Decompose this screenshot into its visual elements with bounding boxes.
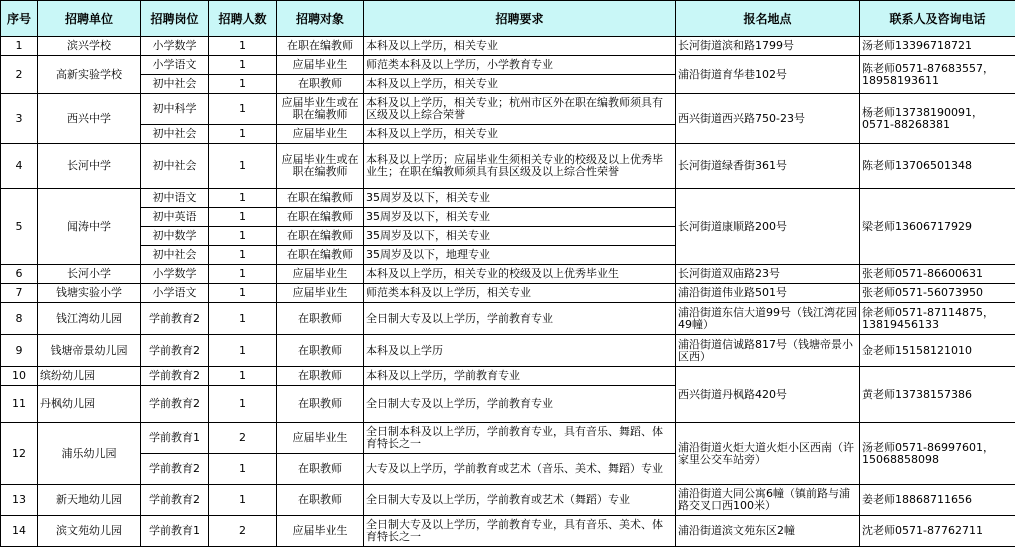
row-count: 1 (209, 75, 277, 94)
row-requirement: 本科及以上学历；应届毕业生须相关专业的校级及以上优秀毕业生；在职在编教师须具有县区级及以上综合性荣誉 (364, 144, 676, 189)
row-contact: 张老师0571-86600631 (860, 265, 1015, 284)
row-position: 初中英语 (141, 208, 209, 227)
row-unit: 钱塘实验小学 (38, 284, 141, 303)
row-target: 应届毕业生 (277, 56, 364, 75)
header-requirement: 招聘要求 (364, 1, 676, 37)
table-row (1, 265, 1015, 284)
row-requirement: 全日制大专及以上学历，学前教育专业，具有音乐、美术、体育特长之一 (364, 516, 676, 547)
row-unit: 钱塘帝景幼儿园 (38, 335, 141, 367)
row-position: 学前教育2 (141, 485, 209, 516)
row-address: 浦沿街道东信大道99号（钱江湾花园49幢） (676, 303, 860, 335)
row-contact: 梁老师13606717929 (860, 189, 1015, 265)
row-requirement: 大专及以上学历，学前教育或艺术（音乐、美术、舞蹈）专业 (364, 454, 676, 485)
row-position: 初中科学 (141, 94, 209, 125)
row-unit: 闻涛中学 (38, 189, 141, 265)
header-target: 招聘对象 (277, 1, 364, 37)
row-contact: 张老师0571-56073950 (860, 284, 1015, 303)
row-unit: 西兴中学 (38, 94, 141, 144)
row-address: 浦沿街道伟业路501号 (676, 284, 860, 303)
row-unit: 钱江湾幼儿园 (38, 303, 141, 335)
row-count: 2 (209, 516, 277, 547)
row-count: 1 (209, 265, 277, 284)
row-target: 在职教师 (277, 454, 364, 485)
row-unit: 滨兴学校 (38, 37, 141, 56)
row-unit: 滨文苑幼儿园 (38, 516, 141, 547)
row-count: 1 (209, 335, 277, 367)
table-row (1, 335, 1015, 367)
row-requirement: 本科及以上学历，相关专业的校级及以上优秀毕业生 (364, 265, 676, 284)
row-target: 在职教师 (277, 386, 364, 423)
row-position: 小学语文 (141, 56, 209, 75)
row-no: 12 (1, 423, 38, 485)
row-position: 学前教育1 (141, 516, 209, 547)
row-target: 在职教师 (277, 75, 364, 94)
row-position: 初中社会 (141, 75, 209, 94)
row-target: 应届毕业生或在职在编教师 (277, 94, 364, 125)
table-row (1, 94, 1015, 125)
row-count: 1 (209, 227, 277, 246)
row-no: 5 (1, 189, 38, 265)
row-count: 2 (209, 423, 277, 454)
row-no: 9 (1, 335, 38, 367)
row-requirement: 全日制本科及以上学历，学前教育专业，具有音乐、舞蹈、体育特长之一 (364, 423, 676, 454)
row-count: 1 (209, 303, 277, 335)
row-unit: 新天地幼儿园 (38, 485, 141, 516)
row-target: 在职在编教师 (277, 37, 364, 56)
row-count: 1 (209, 386, 277, 423)
row-contact: 黄老师13738157386 (860, 367, 1015, 423)
row-count: 1 (209, 56, 277, 75)
row-position: 小学数学 (141, 265, 209, 284)
row-requirement: 全日制大专及以上学历，学前教育专业 (364, 386, 676, 423)
row-requirement: 本科及以上学历，学前教育专业 (364, 367, 676, 386)
row-contact: 陈老师13706501348 (860, 144, 1015, 189)
table-row (1, 367, 1015, 386)
table-row (1, 516, 1015, 547)
row-unit: 缤纷幼儿园 (38, 367, 141, 386)
row-target: 在职在编教师 (277, 189, 364, 208)
row-position: 学前教育2 (141, 386, 209, 423)
row-address: 浦沿街道火炬大道火炬小区西南（许家里公交车站旁） (676, 423, 860, 485)
row-target: 在职教师 (277, 485, 364, 516)
row-position: 初中数学 (141, 227, 209, 246)
row-requirement: 本科及以上学历，相关专业 (364, 125, 676, 144)
row-address: 浦沿街道大同公寓6幢（镇前路与浦路交叉口西100米） (676, 485, 860, 516)
row-address: 长河街道绿香街361号 (676, 144, 860, 189)
row-address: 长河街道双庙路23号 (676, 265, 860, 284)
row-requirement: 35周岁及以下，相关专业 (364, 227, 676, 246)
row-unit: 长河中学 (38, 144, 141, 189)
row-position: 学前教育2 (141, 303, 209, 335)
row-no: 3 (1, 94, 38, 144)
row-contact: 徐老师0571-87114875，13819456133 (860, 303, 1015, 335)
row-requirement: 全日制大专及以上学历，学前教育或艺术（舞蹈）专业 (364, 485, 676, 516)
row-requirement: 师范类本科及以上学历，相关专业 (364, 284, 676, 303)
row-count: 1 (209, 208, 277, 227)
table-row (1, 189, 1015, 208)
row-target: 应届毕业生 (277, 516, 364, 547)
row-target: 在职教师 (277, 303, 364, 335)
row-requirement: 35周岁及以下，相关专业 (364, 189, 676, 208)
row-target: 在职在编教师 (277, 227, 364, 246)
row-count: 1 (209, 284, 277, 303)
row-count: 1 (209, 454, 277, 485)
table-row (1, 485, 1015, 516)
row-count: 1 (209, 189, 277, 208)
row-contact: 杨老师13738190091，0571-88268381 (860, 94, 1015, 144)
header-address: 报名地点 (676, 1, 860, 37)
row-position: 学前教育1 (141, 423, 209, 454)
row-unit: 长河小学 (38, 265, 141, 284)
row-requirement: 本科及以上学历，相关专业 (364, 37, 676, 56)
row-position: 学前教育2 (141, 454, 209, 485)
row-address: 西兴街道西兴路750-23号 (676, 94, 860, 144)
row-requirement: 35周岁及以下，相关专业 (364, 208, 676, 227)
row-requirement: 本科及以上学历 (364, 335, 676, 367)
table-row (1, 144, 1015, 189)
row-no: 13 (1, 485, 38, 516)
row-count: 1 (209, 125, 277, 144)
row-target: 应届毕业生 (277, 265, 364, 284)
table-row (1, 423, 1015, 454)
row-no: 14 (1, 516, 38, 547)
table-row (1, 37, 1015, 56)
row-target: 应届毕业生或在职在编教师 (277, 144, 364, 189)
row-no: 8 (1, 303, 38, 335)
row-requirement: 本科及以上学历，相关专业 (364, 75, 676, 94)
row-position: 学前教育2 (141, 367, 209, 386)
row-target: 在职在编教师 (277, 246, 364, 265)
row-target: 在职教师 (277, 367, 364, 386)
row-address: 长河街道康顺路200号 (676, 189, 860, 265)
row-count: 1 (209, 144, 277, 189)
row-count: 1 (209, 94, 277, 125)
row-position: 小学语文 (141, 284, 209, 303)
row-unit: 高新实验学校 (38, 56, 141, 94)
row-count: 1 (209, 37, 277, 56)
row-no: 4 (1, 144, 38, 189)
row-contact: 陈老师0571-87683557，18958193611 (860, 56, 1015, 94)
row-unit: 丹枫幼儿园 (38, 386, 141, 423)
row-position: 初中语文 (141, 189, 209, 208)
row-no: 6 (1, 265, 38, 284)
row-address: 浦沿街道信诚路817号（钱塘帝景小区西） (676, 335, 860, 367)
row-target: 应届毕业生 (277, 125, 364, 144)
row-contact: 姜老师18868711656 (860, 485, 1015, 516)
header-unit: 招聘单位 (38, 1, 141, 37)
row-address: 长河街道滨和路1799号 (676, 37, 860, 56)
row-position: 初中社会 (141, 246, 209, 265)
row-count: 1 (209, 485, 277, 516)
row-no: 11 (1, 386, 38, 423)
row-contact: 沈老师0571-87762711 (860, 516, 1015, 547)
row-unit: 浦乐幼儿园 (38, 423, 141, 485)
row-count: 1 (209, 246, 277, 265)
row-requirement: 全日制大专及以上学历，学前教育专业 (364, 303, 676, 335)
row-position: 初中社会 (141, 125, 209, 144)
row-requirement: 本科及以上学历，相关专业；杭州市区外在职在编教师须具有区级及以上综合荣誉 (364, 94, 676, 125)
row-position: 初中社会 (141, 144, 209, 189)
table-row (1, 56, 1015, 75)
row-no: 10 (1, 367, 38, 386)
row-contact: 汤老师13396718721 (860, 37, 1015, 56)
row-address: 西兴街道丹枫路420号 (676, 367, 860, 423)
row-target: 在职教师 (277, 335, 364, 367)
row-target: 在职在编教师 (277, 208, 364, 227)
header-position: 招聘岗位 (141, 1, 209, 37)
row-no: 7 (1, 284, 38, 303)
table-row (1, 284, 1015, 303)
row-address: 浦沿街道滨文苑东区2幢 (676, 516, 860, 547)
row-no: 1 (1, 37, 38, 56)
row-address: 浦沿街道育华巷102号 (676, 56, 860, 94)
header-contact: 联系人及咨询电话 (860, 1, 1015, 37)
row-position: 小学数学 (141, 37, 209, 56)
row-requirement: 师范类本科及以上学历，小学教育专业 (364, 56, 676, 75)
row-requirement: 35周岁及以下，地理专业 (364, 246, 676, 265)
row-contact: 金老师15158121010 (860, 335, 1015, 367)
header-row (1, 1, 1015, 37)
row-target: 应届毕业生 (277, 284, 364, 303)
row-contact: 汤老师0571-86997601，15068858098 (860, 423, 1015, 485)
table-row (1, 303, 1015, 335)
row-position: 学前教育2 (141, 335, 209, 367)
row-target: 应届毕业生 (277, 423, 364, 454)
row-count: 1 (209, 367, 277, 386)
row-no: 2 (1, 56, 38, 94)
header-count: 招聘人数 (209, 1, 277, 37)
header-no: 序号 (1, 1, 38, 37)
